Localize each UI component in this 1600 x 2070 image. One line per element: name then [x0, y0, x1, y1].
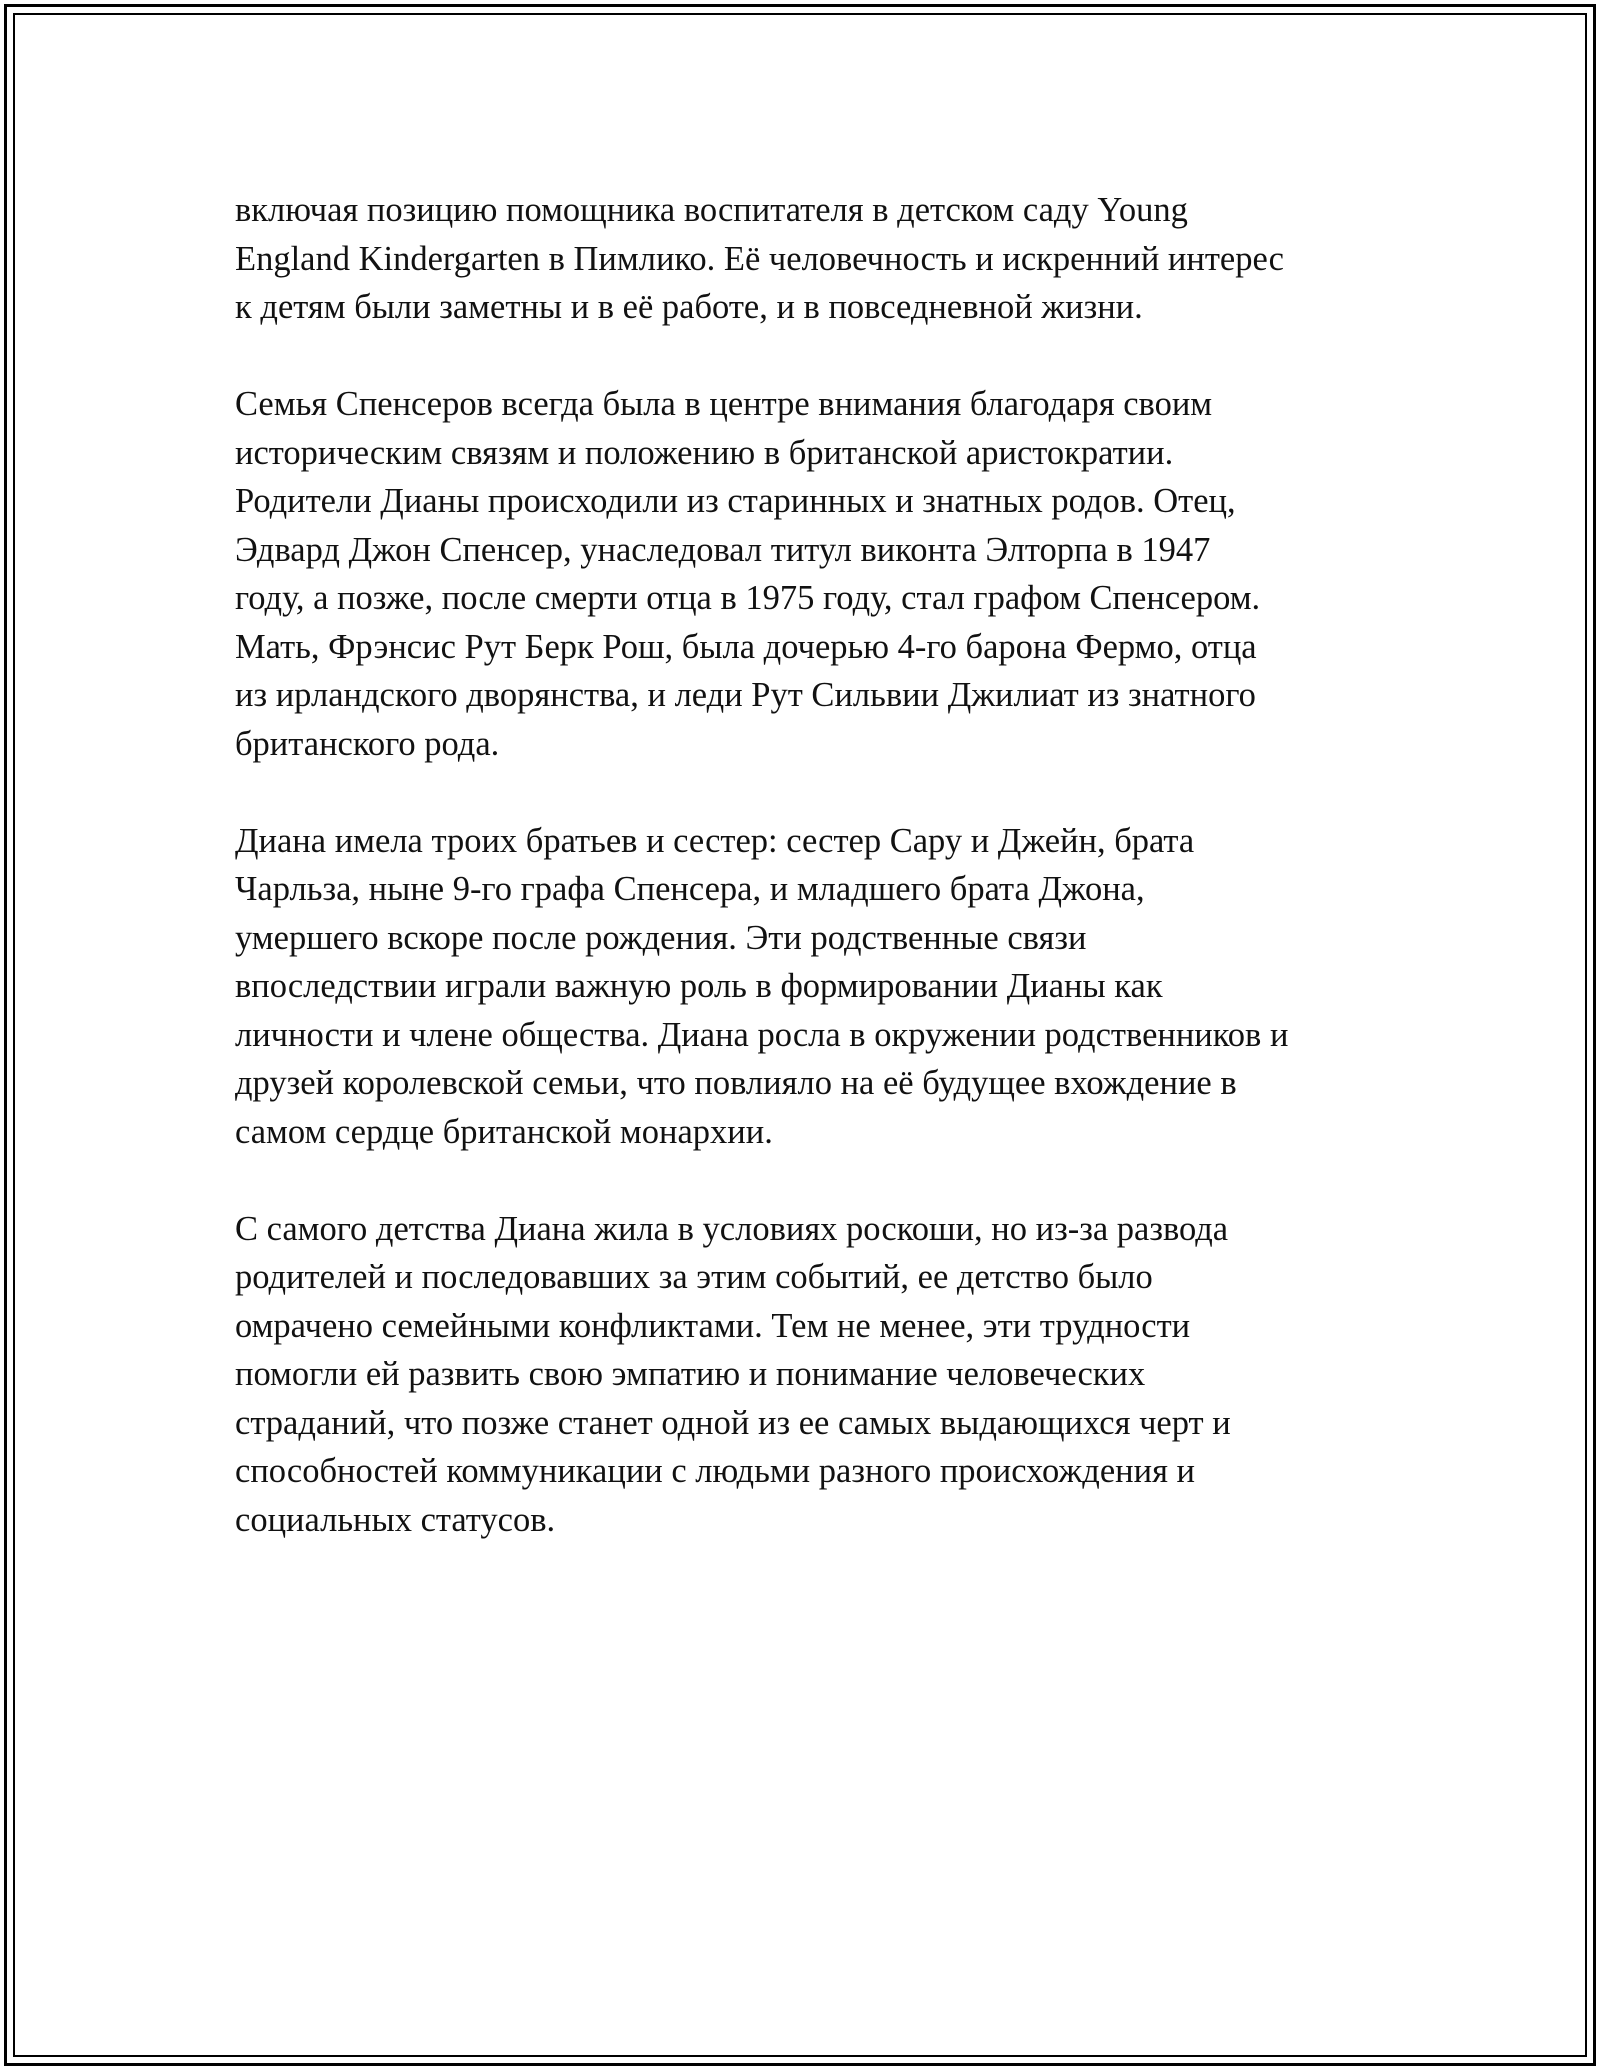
text-line: Эдвард Джон Спенсер, унаследовал титул виконта Элторпа в 1947: [235, 530, 1211, 569]
text-line: впоследствии играли важную роль в формировании Дианы как: [235, 967, 1163, 1005]
text-line: Родители Дианы происходили из старинных и знатных родов. Отец,: [235, 482, 1236, 520]
paragraph-3: [235, 817, 1365, 1157]
paragraph-2: [235, 380, 1365, 768]
text-line: британского рода.: [235, 724, 500, 763]
text-line: из ирландского дворянства, и леди Рут Сильвии Джилиат из знатного: [235, 676, 1256, 714]
text-line: родителей и последовавших за этим событий, ее детство было: [235, 1258, 1153, 1296]
document-body: [235, 186, 1365, 1593]
text-line: Семья Спенсеров всегда была в центре внимания благодаря своим: [235, 385, 1213, 423]
text-line: историческим связям и положению в британской аристократии.: [235, 433, 1174, 472]
text-line: включая позицию помощника воспитателя в детском саду Young: [235, 191, 1188, 229]
text-line: страданий, что позже станет одной из ее самых выдающихся черт и: [235, 1403, 1231, 1442]
text-line: С самого детства Диана жила в условиях роскоши, но из-за развода: [235, 1209, 1229, 1248]
text-line: England Kindergarten в Пимлико. Её человечность и искренний интерес: [235, 239, 1284, 278]
text-line: социальных статусов.: [235, 1500, 556, 1539]
text-line: умершего вскоре после рождения. Эти родственные связи: [235, 918, 1087, 957]
text-line: самом сердце британской монархии.: [235, 1112, 773, 1151]
text-line: помогли ей развить свою эмпатию и понимание человеческих: [235, 1355, 1146, 1393]
text-line: омрачено семейными конфликтами. Тем не менее, эти трудности: [235, 1306, 1191, 1345]
text-line: Мать, Фрэнсис Рут Берк Рош, была дочерью 4-го барона Фермо, отца: [235, 627, 1257, 666]
text-line: Чарльза, ныне 9-го графа Спенсера, и младшего брата Джона,: [235, 870, 1145, 908]
text-line: году, а позже, после смерти отца в 1975 году, стал графом Спенсером.: [235, 579, 1261, 617]
paragraph-4: [235, 1205, 1365, 1545]
text-line: к детям были заметны и в её работе, и в повседневной жизни.: [235, 288, 1143, 326]
text-line: способностей коммуникации с людьми разного происхождения и: [235, 1452, 1196, 1490]
text-line: личности и члене общества. Диана росла в окружении родственников и: [235, 1015, 1289, 1054]
paragraph-1: [235, 186, 1365, 332]
text-line: Диана имела троих братьев и сестер: сестер Сару и Джейн, брата: [235, 821, 1195, 860]
text-line: друзей королевской семьи, что повлияло на её будущее вхождение в: [235, 1064, 1237, 1102]
